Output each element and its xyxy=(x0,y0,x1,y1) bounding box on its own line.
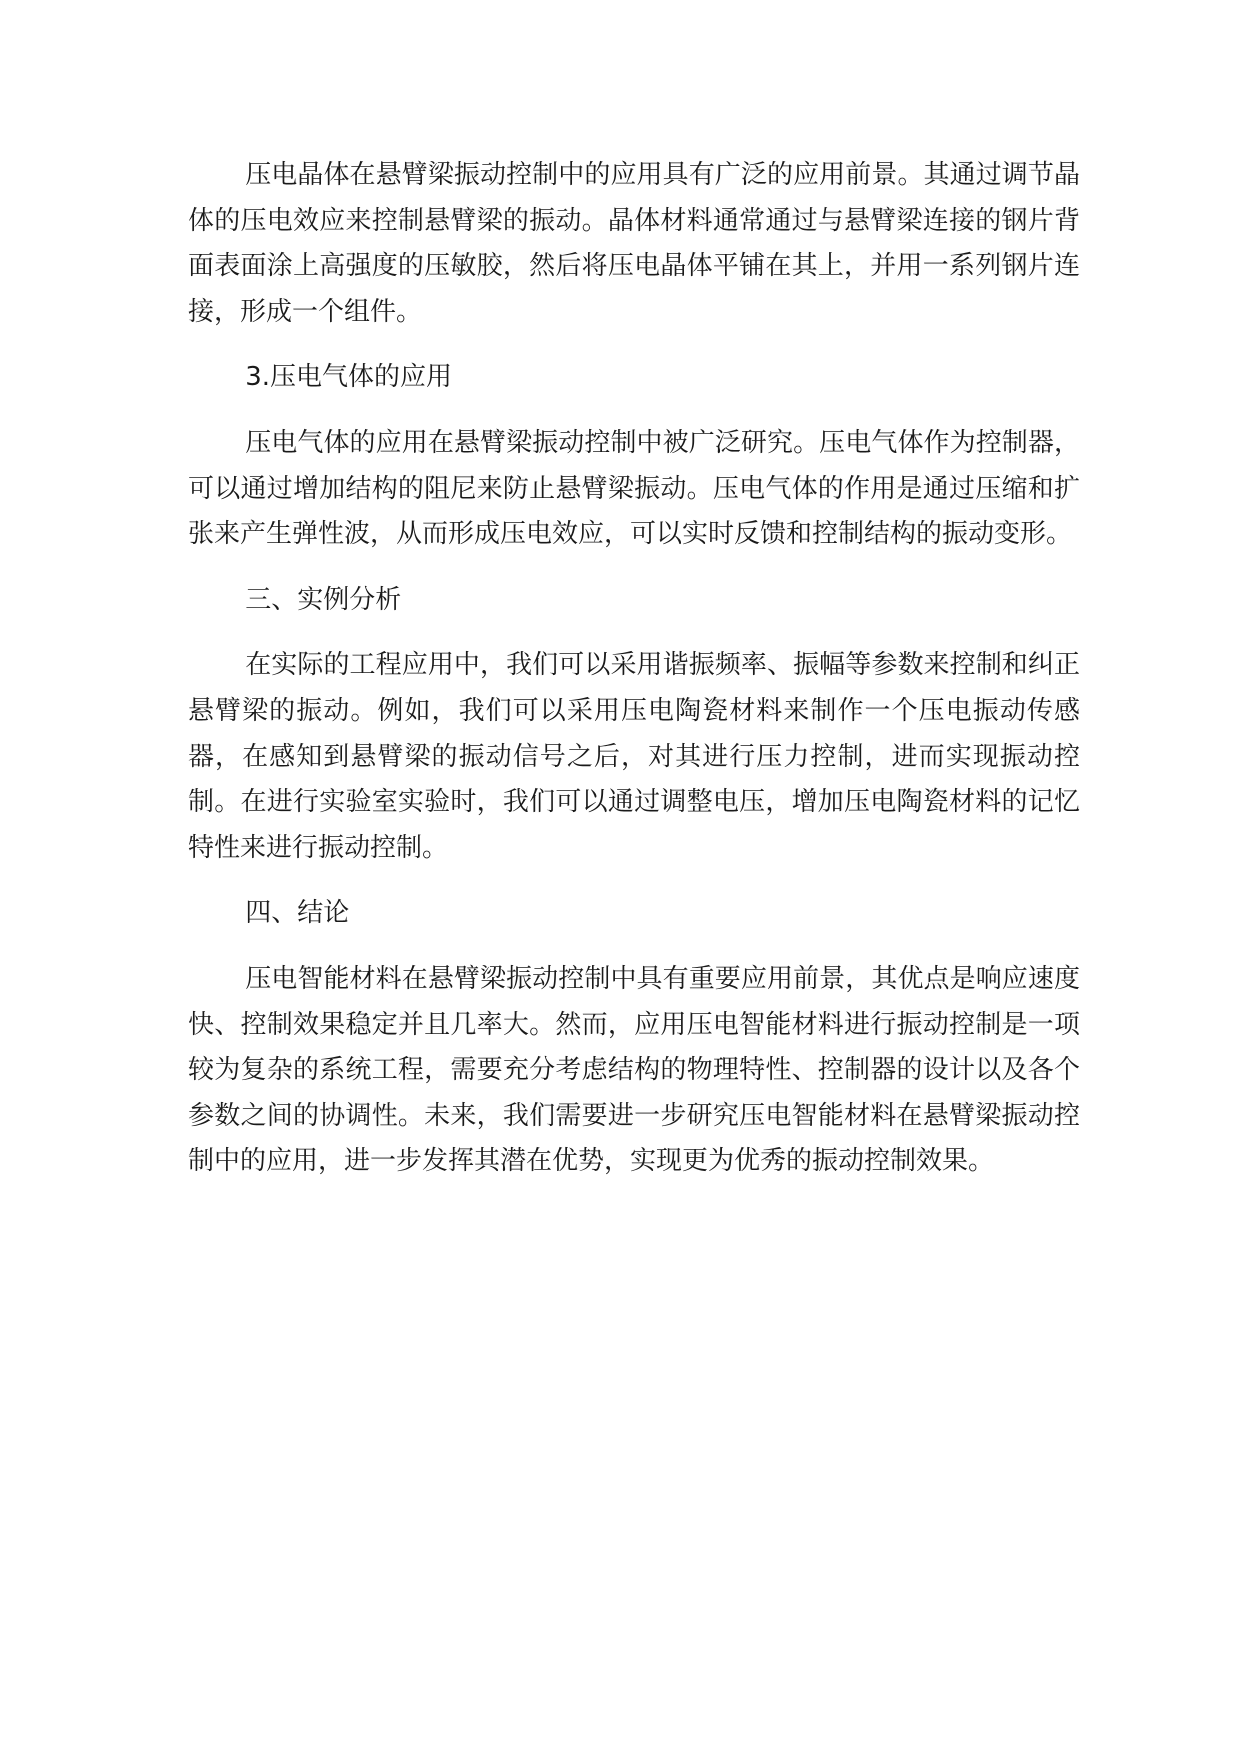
section-heading-piezo-gas: 3.压电气体的应用 xyxy=(245,362,452,393)
section-heading-conclusion: 四、结论 xyxy=(245,898,350,929)
paragraph-piezo-gas: 压电气体的应用在悬臂梁振动控制中被广泛研究。压电气体作为控制器，可以通过增加结构的阻尼来防止悬臂梁振动。压电气体的作用是通过压缩和扩张来产生弹性波，从而形成压电效应，可以实时反馈和控制结构的振动变形。 xyxy=(188,427,1080,550)
paragraph-piezo-crystal: 压电晶体在悬臂梁振动控制中的应用具有广泛的应用前景。其通过调节晶体的压电效应来控制悬臂梁的振动。晶体材料通常通过与悬臂梁连接的钢片背面表面涂上高强度的压敏胶，然后将压电晶体平铺在其上，并用一系列钢片连接，形成一个组件。 xyxy=(188,160,1080,327)
section-heading-case-analysis: 三、实例分析 xyxy=(245,584,402,615)
document-body xyxy=(188,153,1080,1205)
paragraph-conclusion: 压电智能材料在悬臂梁振动控制中具有重要应用前景，其优点是响应速度快、控制效果稳定并且几率大。然而，应用压电智能材料进行振动控制是一项较为复杂的系统工程，需要充分考虑结构的物理特性、控制器的设计以及各个参数之间的协调性。未来，我们需要进一步研究压电智能材料在悬臂梁振动控制中的应用，进一步发挥其潜在优势，实现更为优秀的振动控制效果。 xyxy=(188,963,1080,1177)
paragraph-case-analysis: 在实际的工程应用中，我们可以采用谐振频率、振幅等参数来控制和纠正悬臂梁的振动。例如，我们可以采用压电陶瓷材料来制作一个压电振动传感器，在感知到悬臂梁的振动信号之后，对其进行压力控制，进而实现振动控制。在进行实验室实验时，我们可以通过调整电压，增加压电陶瓷材料的记忆特性来进行振动控制。 xyxy=(188,650,1080,863)
